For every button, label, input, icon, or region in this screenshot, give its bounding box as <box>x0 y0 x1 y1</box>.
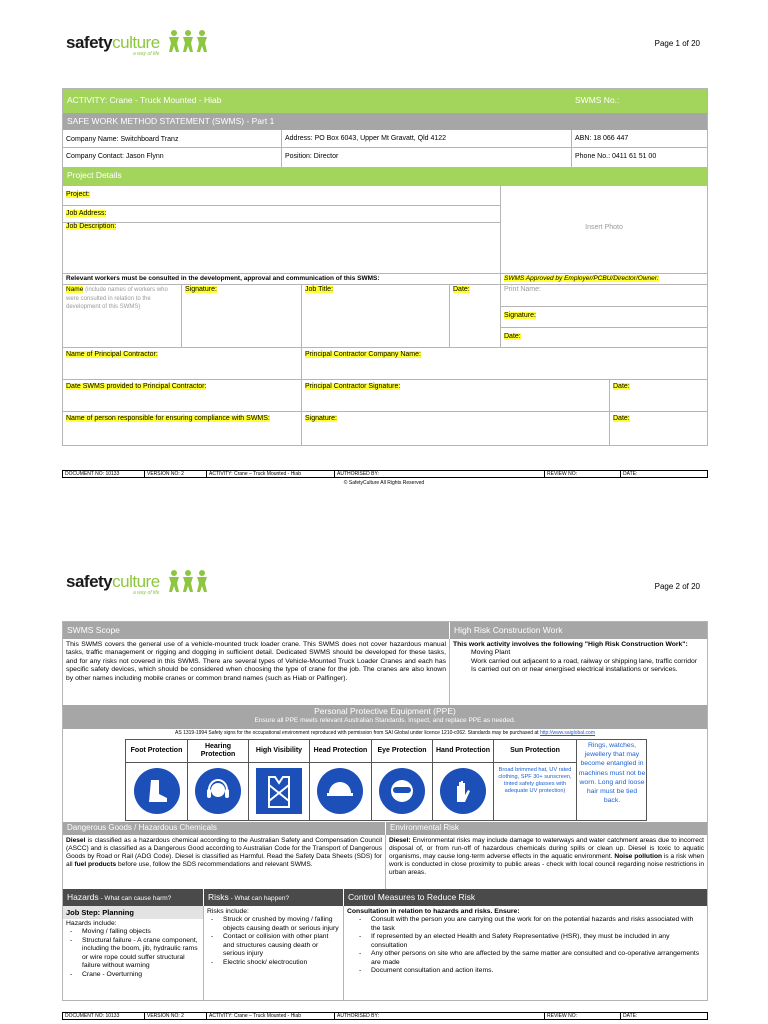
hrcw-item: Moving Plant <box>471 649 511 657</box>
principal-contractor-field[interactable]: Name of Principal Contractor: <box>66 351 158 358</box>
swms-title: SAFE WORK METHOD STATEMENT (SWMS) - Part 1 <box>63 113 707 130</box>
hrcw-list <box>453 649 704 674</box>
swms-scope-text: This SWMS covers the general use of a vehicle-mounted truck loader crane. This SWMS does not cover hazardous manual tasks, traffic management or rigging and dogging in sufficient detail. Dedicated SWMS should be developed for these tasks, and for any risks not covered in this SWMS. There are several types of Vehicle-Mounted Truck Loader Cranes and each has specific safety devices, which should be considered when choosing the type of crane for the job. The cranes are also known by other names including mobile cranes or common brand names (such as Hiab or Palfinger). <box>66 641 446 682</box>
swms-scope-header: SWMS Scope <box>63 622 449 639</box>
brand-tagline: a way of life <box>133 590 160 596</box>
job-step-planning: Job Step: Planning <box>63 906 203 919</box>
page-number: Page 1 of 20 <box>654 39 700 48</box>
hazards-header: Hazards - What can cause harm? <box>63 889 203 906</box>
job-description-field[interactable]: Job Description: <box>66 223 117 230</box>
rings-jewellery-text: Rings, watches, jewellery that may become entangled in machines must not be worn. Long and loose hair must be tied back. <box>578 742 646 805</box>
control-item: - Any other persons on site who are affected by the same matter are consulted and co-operative arrangements are made <box>355 950 704 967</box>
worker-signature-field[interactable]: Signature: <box>181 284 301 347</box>
job-address-field[interactable]: Job Address: <box>66 210 107 217</box>
worker-job-title-field[interactable]: Job Title: <box>301 284 449 347</box>
insert-photo[interactable]: Insert Photo <box>500 186 707 273</box>
pc-company-field[interactable]: Principal Contractor Company Name: <box>301 347 707 379</box>
pc-signature-field[interactable]: Principal Contractor Signature: <box>301 379 609 411</box>
risk-item: - Electric shock/ electrocution <box>207 959 340 967</box>
page-number: Page 2 of 20 <box>654 582 700 591</box>
hrcw-header: High Risk Construction Work <box>449 622 707 639</box>
risks-header: Risks - What can happen? <box>203 889 343 906</box>
hazard-item: - Crane - Overturning <box>66 971 200 979</box>
approver-date-field[interactable]: Date: <box>500 327 707 347</box>
document-footer: DOCUMENT NO: 10133 VERSION NO: 2 ACTIVITY: Crane – Truck Mounted - Hiab AUTHORISED BY: REVIEW NO: DATE: <box>62 1012 708 1020</box>
approver-print-name-field[interactable]: Print Name: <box>500 284 707 307</box>
dangerous-goods-header: Dangerous Goods / Hazardous Chemicals <box>63 822 385 835</box>
goggles-icon <box>379 768 425 814</box>
control-measures-header: Control Measures to Reduce Risk <box>343 889 707 906</box>
hi-vis-vest-icon <box>256 768 302 814</box>
hazard-item: - Moving / falling objects <box>66 928 200 936</box>
control-item: - If represented by an elected Health and Safety Representative (HSR), they must be included in any consultation <box>355 933 704 950</box>
ppe-header <box>63 705 707 729</box>
company-contact: Company Contact: Jason Flynn <box>66 153 164 160</box>
date-provided-field[interactable]: Date SWMS provided to Principal Contractor: <box>66 383 207 390</box>
control-measures-cell: Consultation in relation to hazards and risks. Ensure: - Consult with the person you are carrying out the work for on the potential hazards and risks associated with the task - If represented by an elected Health and Safety Representative (HSR), they must be included in any consultation - Any other persons on site who are affected by the same matter are consulted and co-operative arrangements are made - Document consultation and action items. <box>343 906 707 1001</box>
hrcw-intro: This work activity involves the following "High Risk Construction Work": <box>453 641 688 648</box>
activity-row: ACTIVITY: Crane - Truck Mounted - Hiab SWMS No.: <box>63 89 707 113</box>
ppe-label-foot: Foot Protection <box>130 747 183 755</box>
control-item: - Consult with the person you are carrying out the work for on the potential hazards and risks associated with the task <box>355 916 704 933</box>
swms-no-label: SWMS No.: <box>575 95 620 105</box>
copyright: © SafetyCulture All Rights Reserved <box>343 480 425 486</box>
hard-hat-icon <box>317 768 363 814</box>
ppe-label-hand: Hand Protection <box>432 740 493 762</box>
people-logo-icon <box>168 569 212 593</box>
project-details-header: Project Details <box>63 167 707 186</box>
pc-date-field[interactable]: Date: <box>609 379 707 411</box>
brand-tagline: a way of life <box>133 51 160 57</box>
contact-phone: Phone No.: 0411 61 51 00 <box>571 147 707 167</box>
person-responsible-field[interactable]: Name of person responsible for ensuring compliance with SWMS: <box>66 415 270 422</box>
worker-name-field[interactable]: Name (include names of workers who were consulted in relation to the development of this SWMS) <box>66 286 168 310</box>
swms-page-2-table <box>62 621 708 1001</box>
responsible-signature-field[interactable]: Signature: <box>301 411 609 445</box>
glove-icon <box>440 768 486 814</box>
dangerous-goods-text: Diesel is classified as a hazardous chemical according to the Australian Safety and Compensation Council (ASCC) and is classified as a Dangerous Good according to Australian Code for the Transport of Dangerous Goods by Road or Rail (ADG Code). Diesel is classified as Harmful. Read the Safety Data Sheets (SDS) for all fuel products before use, follow the SDS recommendations and relevant SWMS. <box>66 837 382 868</box>
environmental-risk-header: Environmental Risk <box>385 822 707 835</box>
ppe-grid <box>125 739 647 821</box>
as-note: AS 1319-1994 Safety signs for the occupational environment reproduced with permission from SAI Global under licence 1210-c062. Standards may be purchased at http://www.saiglobal.com <box>175 730 595 736</box>
company-address: Address: PO Box 6043, Upper Mt Gravatt, Qld 4122 <box>281 130 571 147</box>
approved-by-label: SWMS Approved by Employer/PCBU/Director/Owner: <box>500 273 707 286</box>
hazards-cell: Hazards include: - Moving / falling objects - Structural failure - A crane component, including the boom, jib, hydraulic rams or wire rope could suffer structural failure without warning - Crane - Overturning <box>63 918 203 1001</box>
sun-protection-text: Broad brimmed hat, UV rated clothing, SPF 30+ sunscreen, tinted safety glasses with adequate UV protection) <box>498 767 572 794</box>
worker-date-field[interactable]: Date: <box>449 284 500 347</box>
hrcw-item: Is carried out on or near energised electrical installations or services. <box>471 666 678 674</box>
relevant-workers-note: Relevant workers must be consulted in the development, approval and communication of this SWMS: <box>66 275 380 282</box>
ppe-title: Personal Protective Equipment (PPE) <box>314 706 456 716</box>
ppe-subtitle: Ensure all PPE meets relevant Australian Standards. Inspect, and replace PPE as needed. <box>254 716 516 724</box>
hrcw-body <box>449 639 707 705</box>
company-name: Company Name: Switchboard Tranz <box>66 136 179 143</box>
ppe-label-hearing: Hearing Protection <box>187 740 248 762</box>
responsible-date-field[interactable]: Date: <box>609 411 707 445</box>
approver-signature-field[interactable]: Signature: <box>500 306 707 328</box>
brand-logo: safetyculture <box>66 572 160 591</box>
earmuffs-icon <box>195 768 241 814</box>
ppe-label-eye: Eye Protection <box>371 740 432 762</box>
ppe-label-hivis: High Visibility <box>248 740 309 762</box>
brand-logo: safetyculture <box>66 33 160 52</box>
hazard-item: - Structural failure - A crane component, including the boom, jib, hydraulic rams or wire rope could suffer structural failure without warning <box>66 937 200 971</box>
risks-cell: Risks include: - Struck or crushed by moving / falling objects causing death or serious injury - Contact or collision with other plant and structures causing death or serious injury - Electric shock/ electrocution <box>203 906 343 1001</box>
risk-item: - Contact or collision with other plant and structures causing death or serious injury <box>207 933 340 958</box>
boot-icon <box>134 768 180 814</box>
document-footer: DOCUMENT NO: 10133 VERSION NO: 2 ACTIVITY: Crane – Truck Mounted - Hiab AUTHORISED BY: REVIEW NO: DATE: <box>62 470 708 478</box>
environmental-risk-text: Diesel: Environmental risks may include damage to waterways and water catchment areas due to incorrect disposal of, or from run-off of hazardous chemicals during spills or clean up. Diesel is toxic to aquatic organisms, may cause long-term adverse effects in the aquatic environment. Noise pollution is a risk when work is conducted in close proximity to public areas - check with local council regarding noise restrictions in urban areas. <box>385 835 707 889</box>
ppe-label-sun: Sun Protection <box>493 740 576 762</box>
ppe-label-head: Head Protection <box>309 740 371 762</box>
risk-item: - Struck or crushed by moving / falling objects causing death or serious injury <box>207 916 340 933</box>
control-item: - Document consultation and action items. <box>355 967 704 975</box>
hrcw-item: Work carried out adjacent to a road, railway or shipping lane, traffic corridor <box>471 657 698 665</box>
saiglobal-link[interactable]: http://www.saiglobal.com <box>539 730 595 736</box>
company-abn: ABN: 18 066 447 <box>571 130 707 147</box>
project-field[interactable]: Project: <box>66 191 90 198</box>
contact-position: Position: Director <box>281 147 571 167</box>
